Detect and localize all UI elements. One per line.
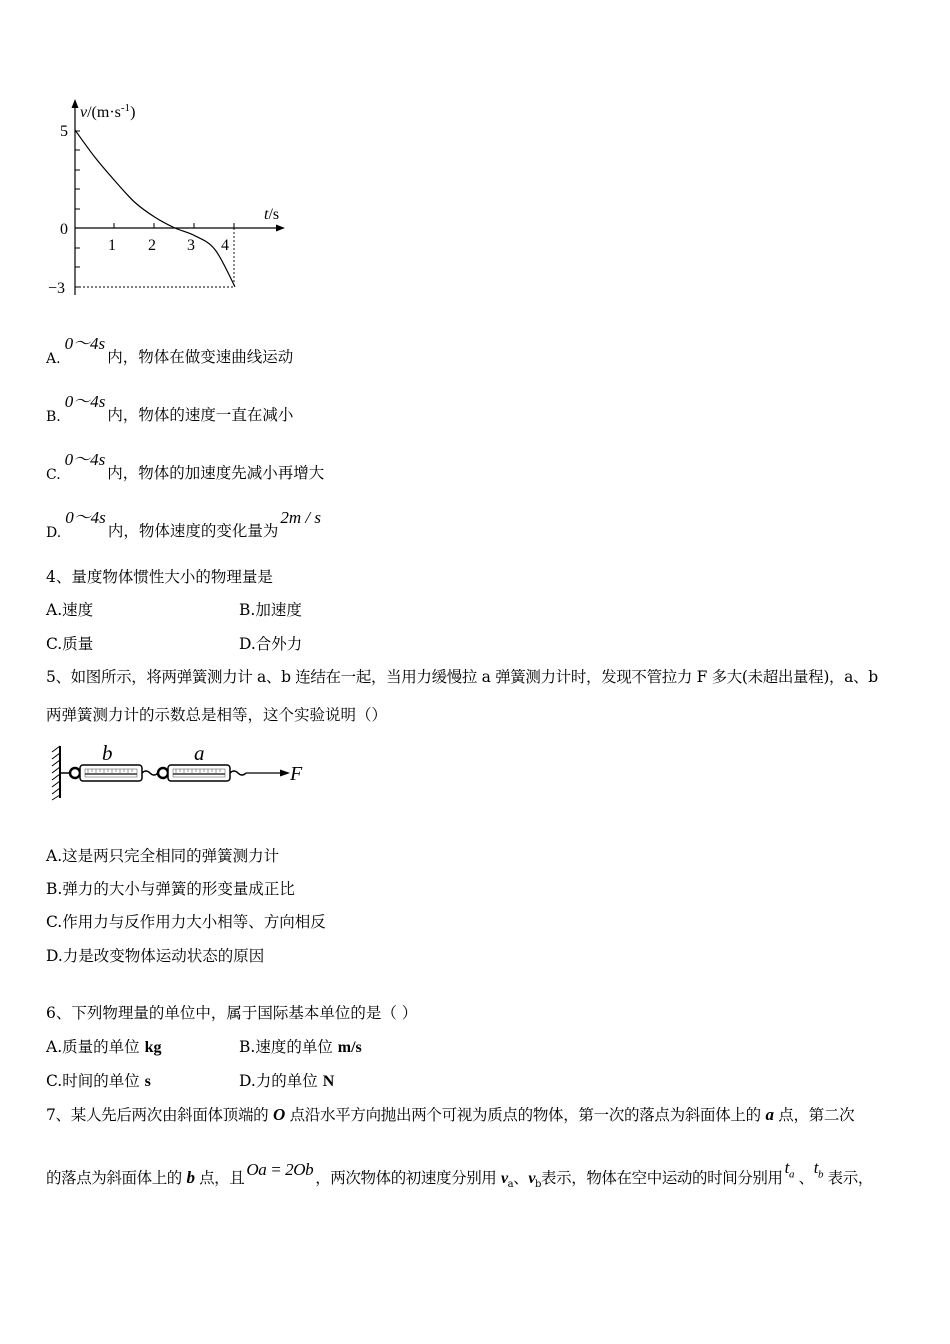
- q4-option-c[interactable]: C.质量: [46, 635, 94, 653]
- hook-a: [230, 771, 246, 775]
- option-math: 0～4s: [64, 392, 106, 411]
- q7-text: 点，且: [194, 1169, 245, 1187]
- q4-option-a[interactable]: A.速度: [46, 601, 94, 619]
- q3-option-b[interactable]: [46, 392, 294, 425]
- ring-a: [158, 768, 168, 778]
- q3-option-a[interactable]: [46, 334, 294, 367]
- q6-option-d[interactable]: [239, 1071, 334, 1092]
- t-a-subscript: a: [788, 1168, 795, 1181]
- x-axis-arrow: [276, 225, 285, 232]
- t-a-var: t: [784, 1158, 789, 1177]
- q5-option-a[interactable]: A.这是两只完全相同的弹簧测力计: [46, 847, 280, 865]
- option-text: 内，物体的加速度先减小再增大: [107, 464, 325, 482]
- tick-label-y-5: 5: [60, 123, 68, 140]
- q5-stem-line1: 5、如图所示，将两弹簧测力计 a、b 连结在一起，当用力缓慢拉 a 弹簧测力计时，发现不管拉力 F 多大(未超出量程)，a、b: [46, 668, 878, 686]
- v-a-subscript: a: [507, 1179, 514, 1191]
- ring-b: [70, 768, 80, 778]
- tick-label-x-2: 2: [148, 237, 156, 254]
- x-axis-label: t/s: [264, 206, 280, 223]
- vt-graph: [40, 95, 300, 305]
- y-ticks: [75, 131, 80, 287]
- option-unit: s: [144, 1073, 151, 1090]
- wall-hatching: [52, 746, 60, 800]
- option-text: 内，物体在做变速曲线运动: [107, 348, 294, 366]
- q5-stem-line2: 两弹簧测力计的示数总是相等，这个实验说明（）: [46, 706, 388, 724]
- t-b-var: t: [813, 1158, 819, 1177]
- tick-label-y-neg3: −3: [48, 280, 66, 297]
- q7-text: 7、某人先后两次由斜面体顶端的: [46, 1106, 273, 1124]
- q7-text: 点，第二次: [773, 1106, 855, 1124]
- q7-text: 的落点为斜面体上的: [46, 1169, 187, 1187]
- option-text: 内，物体的速度一直在减小: [107, 406, 294, 424]
- q4-option-d[interactable]: D.合外力: [239, 635, 303, 653]
- spring-scale-figure: [44, 740, 314, 802]
- tick-label-origin: 0: [60, 221, 68, 238]
- q7-text: 点沿水平方向抛出两个可视为质点的物体，第一次的落点为斜面体上的: [284, 1106, 766, 1124]
- option-letter: D.: [46, 525, 62, 541]
- y-axis-arrow: [72, 99, 79, 108]
- q4-option-b[interactable]: B.加速度: [239, 601, 302, 619]
- q7-line1: [46, 1105, 854, 1125]
- hook-b: [142, 771, 158, 775]
- point-a: a: [765, 1105, 774, 1124]
- option-math: 0～4s: [64, 334, 106, 353]
- q5-option-b[interactable]: B.弹力的大小与弹簧的形变量成正比: [46, 880, 295, 898]
- option-math: 0～4s: [64, 450, 106, 469]
- v-a: v: [500, 1170, 508, 1187]
- q3-option-c[interactable]: [46, 450, 325, 483]
- t-b-subscript: b: [818, 1168, 824, 1181]
- q4-stem: 4、量度物体惯性大小的物理量是: [46, 568, 273, 586]
- v-b-subscript: b: [535, 1179, 542, 1191]
- option-label: B.速度的单位: [239, 1038, 338, 1056]
- option-letter: A.: [46, 351, 61, 367]
- y-axis-label: $v/(m\cdot s^{-1})$: [80, 102, 136, 121]
- tick-label-x-3: 3: [187, 237, 195, 254]
- q5-option-d[interactable]: D.力是改变物体运动状态的原因: [46, 947, 265, 965]
- q6-option-b[interactable]: [239, 1037, 362, 1058]
- option-unit: N: [322, 1073, 335, 1090]
- vt-curve: [75, 130, 235, 287]
- option-suffix-math: 2m / s: [280, 508, 321, 527]
- option-label: A.质量的单位: [46, 1038, 145, 1056]
- q6-stem: 6、下列物理量的单位中，属于国际基本单位的是（ ）: [46, 1004, 418, 1022]
- t-a: [784, 1158, 795, 1181]
- q7-line2: [46, 1158, 873, 1191]
- q6-option-c[interactable]: [46, 1071, 151, 1092]
- option-math: 0～4s: [65, 508, 106, 527]
- tick-label-x-1: 1: [108, 237, 116, 254]
- separator: 、: [513, 1169, 529, 1187]
- force-arrow-head: [280, 770, 290, 777]
- point-b: b: [186, 1168, 195, 1187]
- q3-option-d[interactable]: [46, 508, 321, 541]
- option-unit: m/s: [337, 1039, 362, 1056]
- v-b: v: [528, 1170, 536, 1187]
- point-o: O: [273, 1105, 285, 1124]
- q7-math-oa-2ob: Oa = 2Ob: [246, 1160, 314, 1179]
- option-label: D.力的单位: [239, 1072, 323, 1090]
- label-f: F: [290, 763, 303, 785]
- option-unit: kg: [144, 1039, 162, 1056]
- separator: 、: [794, 1169, 814, 1187]
- label-a: a: [194, 741, 205, 765]
- option-letter: B.: [46, 409, 61, 425]
- option-letter: C.: [46, 467, 61, 483]
- q7-text: 表示，: [823, 1169, 873, 1187]
- t-b: [813, 1158, 824, 1181]
- label-b: b: [102, 741, 113, 765]
- q7-text: ，两次物体的初速度分别用: [315, 1169, 501, 1187]
- tick-label-x-4: 4: [221, 237, 229, 254]
- q6-option-a[interactable]: [46, 1037, 161, 1058]
- q7-text: 表示，物体在空中运动的时间分别用: [541, 1169, 783, 1187]
- q5-option-c[interactable]: C.作用力与反作用力大小相等、方向相反: [46, 913, 326, 931]
- option-text: 内，物体速度的变化量为: [107, 522, 279, 540]
- option-label: C.时间的单位: [46, 1072, 145, 1090]
